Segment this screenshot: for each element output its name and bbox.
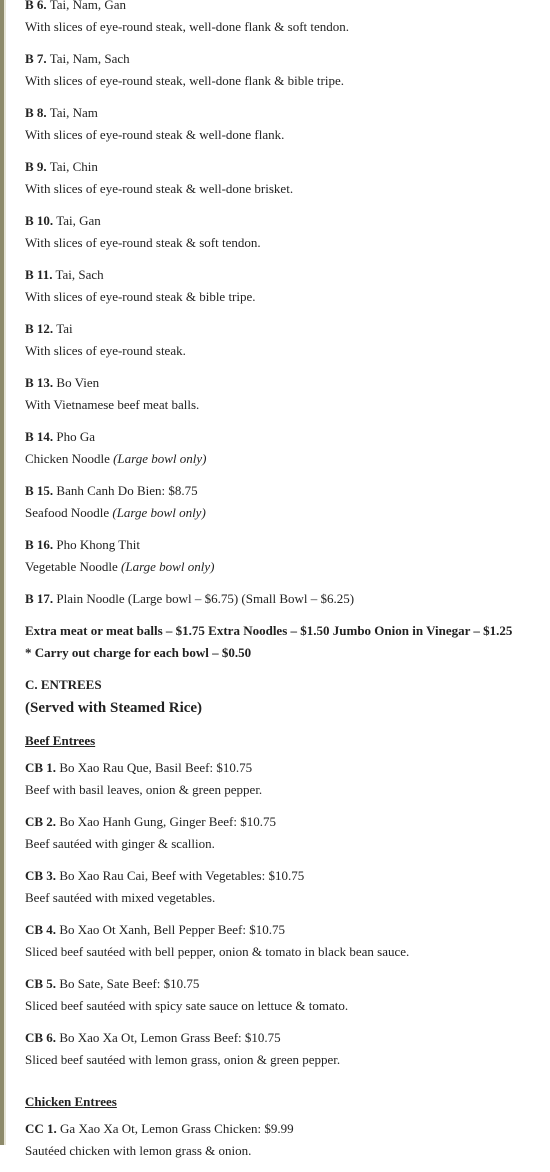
item-code: B 15. bbox=[25, 483, 54, 498]
menu-item-b13 bbox=[25, 372, 545, 416]
extras-pricing: Extra meat or meat balls – $1.75 Extra Noodles – $1.50 Jumbo Onion in Vinegar – $1.25 bbox=[25, 623, 513, 638]
item-code: B 16. bbox=[25, 537, 54, 552]
menu-item-cb6 bbox=[25, 1027, 545, 1071]
item-name: Tai, Gan bbox=[56, 213, 101, 228]
menu-item-b11 bbox=[25, 264, 545, 308]
item-description: Beef sautéed with ginger & scallion. bbox=[25, 836, 215, 851]
menu-item-b9 bbox=[25, 156, 545, 200]
size-note: (Large bowl only) bbox=[121, 559, 215, 574]
item-code: CB 4. bbox=[25, 922, 57, 937]
item-description: Beef with basil leaves, onion & green pepper. bbox=[25, 782, 263, 797]
menu-item-cc1 bbox=[25, 1118, 545, 1162]
item-code: B 14. bbox=[25, 429, 54, 444]
item-name: Bo Xao Rau Que, Basil Beef: $10.75 bbox=[59, 760, 253, 775]
menu-item-cb4 bbox=[25, 919, 545, 963]
menu-item-cb1 bbox=[25, 757, 545, 801]
item-name: Pho Khong Thit bbox=[56, 537, 140, 552]
menu-item-b14 bbox=[25, 426, 545, 470]
carry-out-charge: * Carry out charge for each bowl – $0.50 bbox=[25, 645, 252, 660]
size-note: (Large bowl only) bbox=[113, 451, 207, 466]
menu-item-b15 bbox=[25, 480, 545, 524]
item-description: With slices of eye-round steak & well-done brisket. bbox=[25, 181, 294, 196]
item-code: B 10. bbox=[25, 213, 54, 228]
menu-item-cb2 bbox=[25, 811, 545, 855]
item-name: Pho Ga bbox=[56, 429, 96, 444]
item-description: With slices of eye-round steak & bible tripe. bbox=[25, 289, 256, 304]
item-code: B 13. bbox=[25, 375, 54, 390]
item-name: Tai, Nam bbox=[49, 105, 98, 120]
menu-item-b6 bbox=[25, 0, 545, 38]
item-code: B 11. bbox=[25, 267, 53, 282]
item-description: Sautéed chicken with lemon grass & onion. bbox=[25, 1143, 252, 1158]
beef-entrees-heading: Beef Entrees bbox=[25, 733, 96, 748]
section-subtitle: (Served with Steamed Rice) bbox=[25, 700, 203, 716]
item-description: With slices of eye-round steak, well-done flank & soft tendon. bbox=[25, 19, 350, 34]
section-title: C. ENTREES bbox=[25, 677, 102, 692]
item-name: Plain Noodle (Large bowl – $6.75) (Small Bowl – $6.25) bbox=[56, 591, 355, 606]
menu-item-b16 bbox=[25, 534, 545, 578]
item-name: Bo Sate, Sate Beef: $10.75 bbox=[59, 976, 200, 991]
item-code: CB 1. bbox=[25, 760, 57, 775]
menu-item-b10 bbox=[25, 210, 545, 254]
menu-item-b12 bbox=[25, 318, 545, 362]
item-code: CB 3. bbox=[25, 868, 57, 883]
menu-item-b7 bbox=[25, 48, 545, 92]
item-code: B 12. bbox=[25, 321, 54, 336]
size-note: (Large bowl only) bbox=[112, 505, 206, 520]
menu-item-cb5 bbox=[25, 973, 545, 1017]
item-code: B 7. bbox=[25, 51, 47, 66]
item-description: Sliced beef sautéed with bell pepper, onion & tomato in black bean sauce. bbox=[25, 944, 410, 959]
item-description: Chicken Noodle bbox=[25, 451, 114, 466]
item-code: B 17. bbox=[25, 591, 54, 606]
item-description: Sliced beef sautéed with lemon grass, onion & green pepper. bbox=[25, 1052, 341, 1067]
item-name: Tai, Chin bbox=[49, 159, 98, 174]
item-code: B 6. bbox=[25, 0, 47, 12]
menu-content bbox=[25, 0, 545, 1172]
item-name: Ga Xao Xa Ot, Lemon Grass Chicken: $9.99 bbox=[60, 1121, 294, 1136]
item-code: CC 1. bbox=[25, 1121, 57, 1136]
item-code: CB 2. bbox=[25, 814, 57, 829]
item-name: Bo Xao Xa Ot, Lemon Grass Beef: $10.75 bbox=[59, 1030, 281, 1045]
item-description: Seafood Noodle bbox=[25, 505, 113, 520]
item-description: With slices of eye-round steak & soft tendon. bbox=[25, 235, 261, 250]
left-border-shadow bbox=[4, 0, 6, 1145]
item-name: Bo Vien bbox=[56, 375, 100, 390]
menu-item-b17 bbox=[25, 588, 545, 610]
item-description: With Vietnamese beef meat balls. bbox=[25, 397, 200, 412]
item-description: Sliced beef sautéed with spicy sate sauce on lettuce & tomato. bbox=[25, 998, 349, 1013]
item-name: Banh Canh Do Bien: $8.75 bbox=[56, 483, 198, 498]
item-name: Bo Xao Rau Cai, Beef with Vegetables: $10.75 bbox=[59, 868, 305, 883]
item-code: B 8. bbox=[25, 105, 47, 120]
item-name: Tai, Nam, Sach bbox=[49, 51, 130, 66]
item-name: Bo Xao Ot Xanh, Bell Pepper Beef: $10.75 bbox=[59, 922, 285, 937]
item-description: Beef sautéed with mixed vegetables. bbox=[25, 890, 216, 905]
item-name: Tai, Sach bbox=[55, 267, 104, 282]
item-description: With slices of eye-round steak, well-done flank & bible tripe. bbox=[25, 73, 344, 88]
chicken-entrees-heading: Chicken Entrees bbox=[25, 1094, 117, 1109]
item-name: Tai bbox=[56, 321, 73, 336]
item-description: With slices of eye-round steak & well-done flank. bbox=[25, 127, 285, 142]
item-name: Tai, Nam, Gan bbox=[49, 0, 127, 12]
item-description: With slices of eye-round steak. bbox=[25, 343, 186, 358]
item-code: CB 6. bbox=[25, 1030, 57, 1045]
menu-item-b8 bbox=[25, 102, 545, 146]
menu-item-cb3 bbox=[25, 865, 545, 909]
item-description: Vegetable Noodle bbox=[25, 559, 122, 574]
item-code: CB 5. bbox=[25, 976, 57, 991]
item-name: Bo Xao Hanh Gung, Ginger Beef: $10.75 bbox=[59, 814, 276, 829]
item-code: B 9. bbox=[25, 159, 47, 174]
